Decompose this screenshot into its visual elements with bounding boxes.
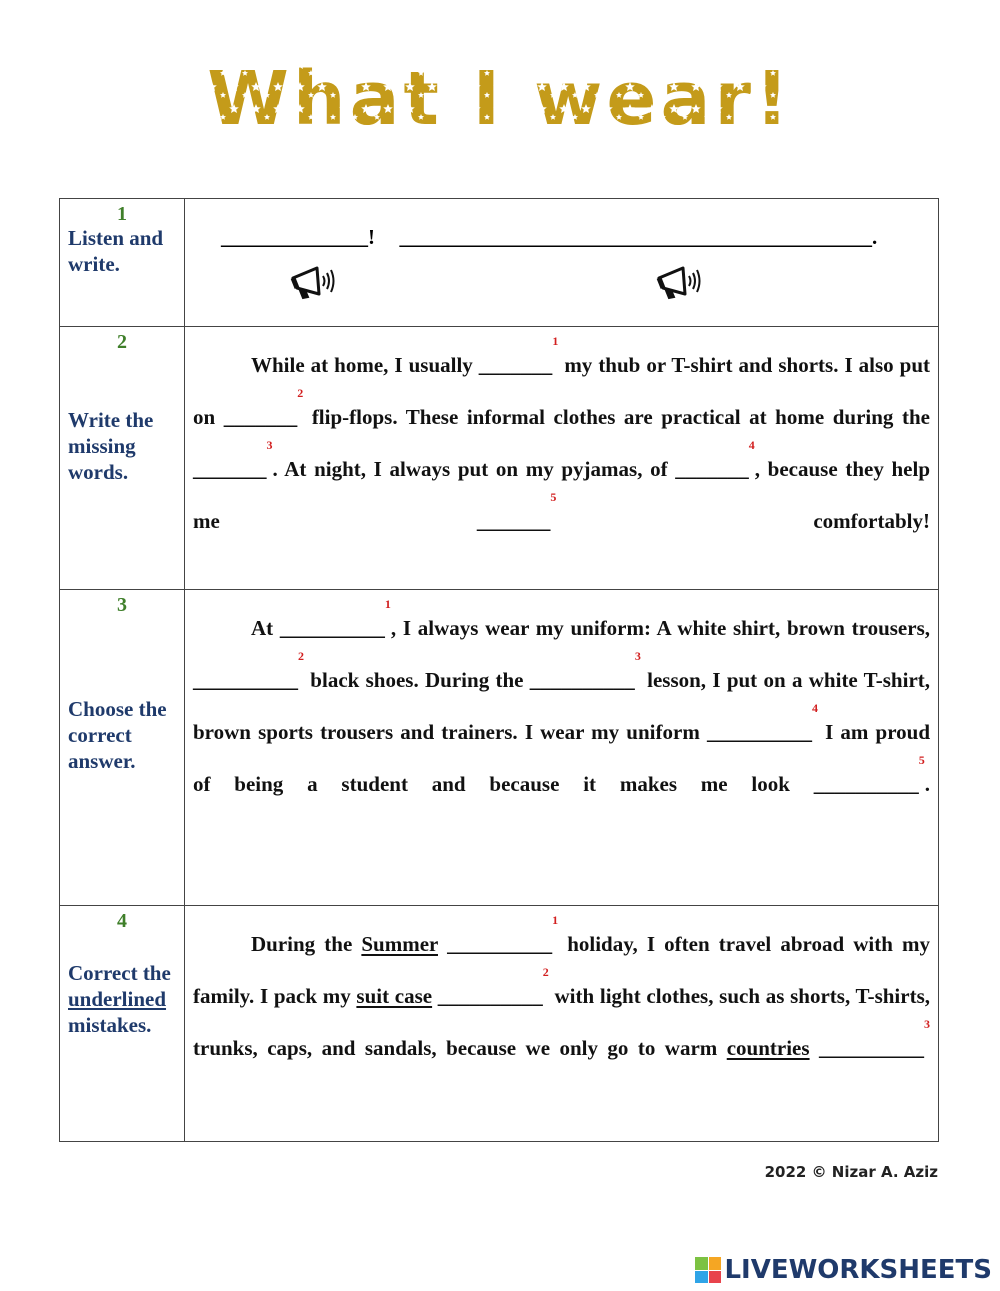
gap-number: 1 — [384, 597, 391, 611]
gap-number: 3 — [634, 649, 641, 663]
sentence-text: . — [924, 772, 930, 796]
exercise-table — [59, 198, 939, 1142]
gap-number: 3 — [924, 1017, 931, 1031]
exercise-1-content-cell — [185, 199, 939, 327]
exercise-instruction — [60, 960, 184, 1038]
gap-text[interactable]: my thub or T-shirt and shorts. I also put on _______ — [193, 353, 930, 429]
gap-text[interactable]: I am proud of being a student and because it makes me look __________ — [193, 720, 930, 796]
underlined-mistake: Summer — [361, 932, 438, 956]
instruction-underlined: underlined — [68, 987, 167, 1011]
exercise-row-2 — [60, 327, 939, 590]
megaphone-icon[interactable] — [655, 264, 703, 307]
listen-blank-1[interactable]: ______________! — [221, 225, 375, 249]
gap-number: 2 — [297, 386, 304, 400]
exercise-4-paragraph — [185, 913, 938, 1074]
gap-number: 1 — [552, 913, 559, 927]
sentence-text: with light clothes, such as shorts, T-shirts, trunks, caps, and sandals, because we only go to warm — [193, 984, 931, 1060]
exercise-number: 3 — [117, 594, 127, 616]
gap-text[interactable]: , because they help me _______ — [193, 457, 931, 533]
exercise-1-label-cell — [60, 199, 185, 327]
gap-number: 4 — [811, 701, 818, 715]
gap-text[interactable]: __________ — [809, 1036, 925, 1060]
exercise-2-content-cell — [185, 327, 939, 590]
listen-blank-2[interactable]: _____________________________________________. — [399, 225, 878, 249]
title-starred-text — [140, 58, 860, 138]
gap-text[interactable]: __________ — [437, 932, 553, 956]
worksheet-title — [0, 58, 1000, 138]
gap-text[interactable]: , I always wear my uniform: A white shirt, brown trousers, __________ — [193, 616, 930, 692]
exercise-number: 1 — [117, 203, 127, 225]
gap-number: 1 — [552, 334, 559, 348]
gap-number: 2 — [542, 965, 549, 979]
sentence-text: holiday, I often travel abroad with my family. I pack my — [193, 932, 930, 1008]
gap-text[interactable]: flip-flops. These informal clothes are practical at home during the _______ — [193, 405, 930, 481]
sentence-text: During the — [251, 932, 362, 956]
underlined-mistake: suit case — [356, 984, 433, 1008]
copyright-footer: 2022 © Nizar A. Aziz — [764, 1163, 938, 1181]
gap-number: 4 — [748, 438, 755, 452]
instruction-part: mistakes. — [68, 1013, 152, 1037]
exercise-3-label-cell — [60, 590, 185, 906]
gap-text[interactable]: lesson, I put on a white T-shirt, brown sports trousers and trainers. I wear my uniform __________ — [193, 668, 931, 744]
exercise-4-label-cell — [60, 906, 185, 1142]
exercise-number: 2 — [117, 331, 127, 353]
exercise-instruction: Choose the correct answer. — [68, 697, 167, 773]
sentence-text: comfortably! — [556, 509, 930, 533]
exercise-row-1 — [60, 199, 939, 327]
gap-number: 5 — [918, 753, 925, 767]
exercise-instruction: Write the missing words. — [68, 408, 154, 484]
gap-text[interactable]: black shoes. During the __________ — [304, 668, 635, 692]
exercise-number: 4 — [117, 910, 127, 932]
megaphone-icon[interactable] — [289, 264, 337, 307]
logo-text: LIVEWORKSHEETS — [724, 1255, 992, 1285]
liveworksheets-logo — [695, 1255, 992, 1285]
gap-text[interactable]: . At night, I always put on my pyjamas, of _______ — [272, 457, 749, 481]
exercise-row-3 — [60, 590, 939, 906]
exercise-2-label-cell — [60, 327, 185, 590]
instruction-part: Correct the — [68, 961, 171, 985]
exercise-row-4 — [60, 906, 939, 1142]
exercise-2-paragraph — [185, 334, 938, 547]
exercise-4-content-cell — [185, 906, 939, 1142]
exercise-3-content-cell — [185, 590, 939, 906]
exercise-instruction: Listen and write. — [68, 226, 164, 276]
exercise-3-paragraph — [185, 597, 938, 810]
gap-text[interactable]: __________ — [432, 984, 543, 1008]
gap-number: 5 — [550, 490, 557, 504]
logo-blocks-icon — [695, 1257, 721, 1283]
gap-number: 2 — [298, 649, 304, 663]
gap-number: 3 — [266, 438, 273, 452]
title-text: What I wear! — [207, 58, 793, 138]
gap-text[interactable]: At __________ — [251, 616, 385, 640]
underlined-mistake: countries — [726, 1036, 810, 1060]
gap-text[interactable]: While at home, I usually _______ — [251, 353, 553, 377]
